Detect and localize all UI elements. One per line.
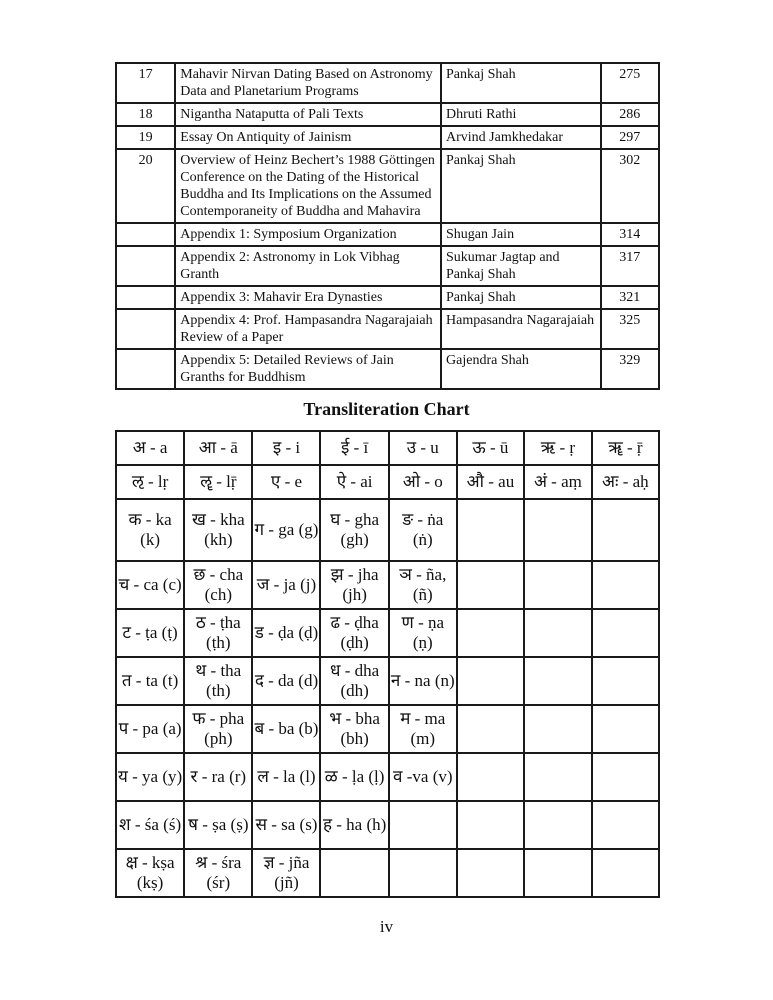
chart-cell: झ - jha (jh) bbox=[320, 561, 388, 609]
chart-title: Transliteration Chart bbox=[303, 399, 470, 419]
chart-cell: श्र - śra (śr) bbox=[184, 849, 252, 897]
toc-page: 317 bbox=[601, 246, 659, 286]
chart-cell: औ - au bbox=[457, 465, 524, 499]
chart-cell: घ - gha (gh) bbox=[320, 499, 388, 561]
toc-number: 20 bbox=[116, 149, 175, 223]
chart-row bbox=[116, 753, 659, 801]
toc-number bbox=[116, 309, 175, 349]
chart-cell bbox=[592, 499, 659, 561]
table-row bbox=[116, 349, 659, 389]
chart-cell bbox=[320, 849, 388, 897]
contents-table bbox=[115, 62, 660, 390]
chart-cell: म - ma (m) bbox=[389, 705, 457, 753]
chart-cell: य - ya (y) bbox=[116, 753, 184, 801]
chart-row bbox=[116, 849, 659, 897]
toc-page: 286 bbox=[601, 103, 659, 126]
chart-cell: ज्ञ - jña (jñ) bbox=[252, 849, 320, 897]
toc-title: Appendix 1: Symposium Organization bbox=[175, 223, 441, 246]
chart-cell: ल - la (l) bbox=[252, 753, 320, 801]
chart-row bbox=[116, 465, 659, 499]
chart-cell: ळ - ḷa (ḷ) bbox=[320, 753, 388, 801]
chart-cell: ग - ga (g) bbox=[252, 499, 320, 561]
chart-cell bbox=[524, 499, 592, 561]
chart-cell: त - ta (t) bbox=[116, 657, 184, 705]
toc-author: Shugan Jain bbox=[441, 223, 601, 246]
chart-cell bbox=[592, 705, 659, 753]
chart-cell: ऌ - lṛ bbox=[116, 465, 184, 499]
chart-cell bbox=[524, 801, 592, 849]
toc-page: 297 bbox=[601, 126, 659, 149]
toc-number bbox=[116, 349, 175, 389]
chart-cell: च - ca (c) bbox=[116, 561, 184, 609]
chart-cell: छ - cha (ch) bbox=[184, 561, 252, 609]
chart-cell: ङ - ṅa (ṅ) bbox=[389, 499, 457, 561]
chart-cell bbox=[457, 753, 524, 801]
toc-number: 19 bbox=[116, 126, 175, 149]
chart-cell: ण - ṇa (ṇ) bbox=[389, 609, 457, 657]
chart-row bbox=[116, 801, 659, 849]
table-row bbox=[116, 126, 659, 149]
chart-cell: ड - ḍa (ḍ) bbox=[252, 609, 320, 657]
chart-row bbox=[116, 431, 659, 465]
toc-title: Appendix 3: Mahavir Era Dynasties bbox=[175, 286, 441, 309]
toc-author: Sukumar Jagtap and Pankaj Shah bbox=[441, 246, 601, 286]
chart-cell: स - sa (s) bbox=[252, 801, 320, 849]
toc-title: Mahavir Nirvan Dating Based on Astronomy Data and Planetarium Programs bbox=[175, 63, 441, 103]
chart-cell: ई - ī bbox=[320, 431, 388, 465]
chart-cell: ब - ba (b) bbox=[252, 705, 320, 753]
chart-cell bbox=[457, 801, 524, 849]
chart-cell bbox=[592, 849, 659, 897]
page-number: iv bbox=[379, 917, 394, 936]
chart-cell bbox=[524, 705, 592, 753]
toc-page: 314 bbox=[601, 223, 659, 246]
chart-cell bbox=[592, 801, 659, 849]
toc-author: Arvind Jamkhedakar bbox=[441, 126, 601, 149]
chart-row bbox=[116, 561, 659, 609]
chart-cell: ए - e bbox=[252, 465, 320, 499]
toc-number bbox=[116, 223, 175, 246]
chart-cell: अं - aṃ bbox=[524, 465, 592, 499]
chart-cell bbox=[524, 561, 592, 609]
chart-cell: ध - dha (dh) bbox=[320, 657, 388, 705]
chart-cell: ट - ṭa (ṭ) bbox=[116, 609, 184, 657]
table-row bbox=[116, 103, 659, 126]
toc-number: 17 bbox=[116, 63, 175, 103]
table-row bbox=[116, 309, 659, 349]
chart-cell: प - pa (a) bbox=[116, 705, 184, 753]
chart-cell: ह - ha (h) bbox=[320, 801, 388, 849]
toc-page: 325 bbox=[601, 309, 659, 349]
chart-cell: ठ - ṭha (ṭh) bbox=[184, 609, 252, 657]
toc-page: 329 bbox=[601, 349, 659, 389]
chart-cell bbox=[524, 657, 592, 705]
chart-cell: ख - kha (kh) bbox=[184, 499, 252, 561]
toc-author: Gajendra Shah bbox=[441, 349, 601, 389]
chart-cell: र - ra (r) bbox=[184, 753, 252, 801]
chart-cell bbox=[457, 657, 524, 705]
toc-title: Nigantha Nataputta of Pali Texts bbox=[175, 103, 441, 126]
chart-cell: ॠ - ṝ bbox=[592, 431, 659, 465]
chart-row bbox=[116, 609, 659, 657]
chart-cell: द - da (d) bbox=[252, 657, 320, 705]
table-row bbox=[116, 63, 659, 103]
toc-title: Overview of Heinz Bechert’s 1988 Göttingen Conference on the Dating of the Historical Buddha and Its Implications on the Assumed Contemporaneity of Buddha and Mahavira bbox=[175, 149, 441, 223]
toc-author: Dhruti Rathi bbox=[441, 103, 601, 126]
chart-cell: ओ - o bbox=[389, 465, 457, 499]
chart-cell bbox=[457, 499, 524, 561]
table-row bbox=[116, 286, 659, 309]
table-row bbox=[116, 149, 659, 223]
chart-cell bbox=[592, 753, 659, 801]
transliteration-chart bbox=[115, 430, 660, 898]
toc-number: 18 bbox=[116, 103, 175, 126]
chart-cell: ऐ - ai bbox=[320, 465, 388, 499]
table-row bbox=[116, 246, 659, 286]
chart-cell: ष - ṣa (ṣ) bbox=[184, 801, 252, 849]
toc-author: Hampasandra Nagarajaiah bbox=[441, 309, 601, 349]
chart-cell bbox=[592, 561, 659, 609]
chart-cell: फ - pha (ph) bbox=[184, 705, 252, 753]
chart-cell: आ - ā bbox=[184, 431, 252, 465]
toc-number bbox=[116, 286, 175, 309]
toc-number bbox=[116, 246, 175, 286]
chart-cell: न - na (n) bbox=[389, 657, 457, 705]
toc-page: 275 bbox=[601, 63, 659, 103]
toc-author: Pankaj Shah bbox=[441, 286, 601, 309]
chart-cell bbox=[457, 849, 524, 897]
chart-cell bbox=[592, 609, 659, 657]
chart-cell bbox=[457, 609, 524, 657]
chart-cell: श - śa (ś) bbox=[116, 801, 184, 849]
toc-title: Appendix 2: Astronomy in Lok Vibhag Granth bbox=[175, 246, 441, 286]
chart-cell bbox=[524, 609, 592, 657]
chart-row bbox=[116, 499, 659, 561]
chart-cell: इ - i bbox=[252, 431, 320, 465]
toc-title: Essay On Antiquity of Jainism bbox=[175, 126, 441, 149]
chart-cell: थ - tha (th) bbox=[184, 657, 252, 705]
chart-row bbox=[116, 705, 659, 753]
chart-cell: ॡ - lṝ bbox=[184, 465, 252, 499]
chart-cell bbox=[524, 753, 592, 801]
toc-page: 302 bbox=[601, 149, 659, 223]
toc-page: 321 bbox=[601, 286, 659, 309]
toc-author: Pankaj Shah bbox=[441, 149, 601, 223]
toc-title: Appendix 4: Prof. Hampasandra Nagarajaiah Review of a Paper bbox=[175, 309, 441, 349]
chart-cell bbox=[592, 657, 659, 705]
chart-cell bbox=[389, 801, 457, 849]
chart-cell bbox=[457, 561, 524, 609]
toc-author: Pankaj Shah bbox=[441, 63, 601, 103]
chart-cell: क - ka (k) bbox=[116, 499, 184, 561]
chart-cell bbox=[457, 705, 524, 753]
chart-cell: ऋ - ṛ bbox=[524, 431, 592, 465]
toc-title: Appendix 5: Detailed Reviews of Jain Granths for Buddhism bbox=[175, 349, 441, 389]
chart-cell: अः - aḥ bbox=[592, 465, 659, 499]
table-row bbox=[116, 223, 659, 246]
chart-cell: ऊ - ū bbox=[457, 431, 524, 465]
chart-cell: क्ष - kṣa (kṣ) bbox=[116, 849, 184, 897]
chart-cell: ञ - ña, (ñ) bbox=[389, 561, 457, 609]
chart-cell bbox=[524, 849, 592, 897]
chart-cell: भ - bha (bh) bbox=[320, 705, 388, 753]
chart-cell: उ - u bbox=[389, 431, 457, 465]
chart-row bbox=[116, 657, 659, 705]
chart-cell: व -va (v) bbox=[389, 753, 457, 801]
chart-cell: अ - a bbox=[116, 431, 184, 465]
chart-cell: ढ - ḍha (ḍh) bbox=[320, 609, 388, 657]
chart-cell: ज - ja (j) bbox=[252, 561, 320, 609]
chart-cell bbox=[389, 849, 457, 897]
